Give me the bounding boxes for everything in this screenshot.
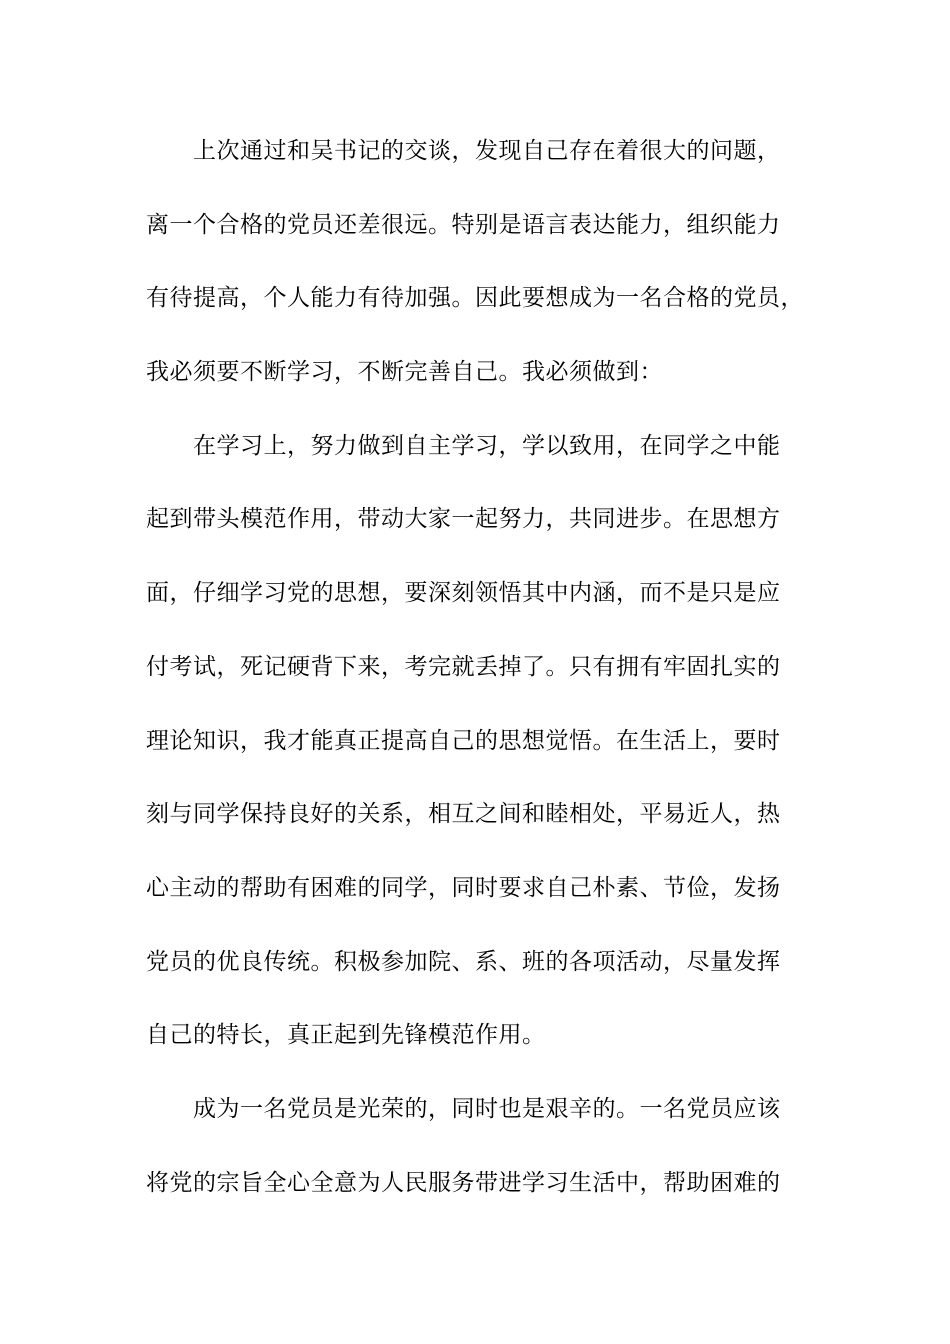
- text-line: 在学习上，努力做到自主学习，学以致用，在同学之中能: [193, 432, 781, 459]
- text-line: 将党的宗旨全心全意为人民服务带进学习生活中，帮助困难的: [146, 1169, 781, 1196]
- text-line: 面，仔细学习党的思想，要深刻领悟其中内涵，而不是只是应: [146, 580, 781, 607]
- text-line: 自己的特长，真正起到先锋模范作用。: [146, 1022, 546, 1049]
- body-text: [146, 128, 826, 1233]
- text-line: 心主动的帮助有困难的同学，同时要求自己朴素、节俭，发扬: [146, 874, 781, 901]
- text-line: 有待提高，个人能力有待加强。因此要想成为一名合格的党员，: [146, 285, 804, 312]
- text-line: 上次通过和吴书记的交谈，发现自己存在着很大的问题，: [193, 138, 781, 164]
- text-line: 刻与同学保持良好的关系，相互之间和睦相处，平易近人，热: [146, 801, 781, 828]
- text-line: 党员的优良传统。积极参加院、系、班的各项活动，尽量发挥: [146, 948, 781, 975]
- text-line: 成为一名党员是光荣的，同时也是艰辛的。一名党员应该: [193, 1095, 781, 1122]
- text-line: 起到带头模范作用，带动大家一起努力，共同进步。在思想方: [146, 506, 781, 533]
- text-line: 我必须要不断学习，不断完善自己。我必须做到：: [146, 359, 663, 386]
- text-line: 理论知识，我才能真正提高自己的思想觉悟。在生活上，要时: [146, 727, 781, 754]
- text-line: 离一个合格的党员还差很远。特别是语言表达能力，组织能力: [146, 211, 781, 238]
- text-line: 付考试，死记硬背下来，考完就丢掉了。只有拥有牢固扎实的: [146, 653, 781, 680]
